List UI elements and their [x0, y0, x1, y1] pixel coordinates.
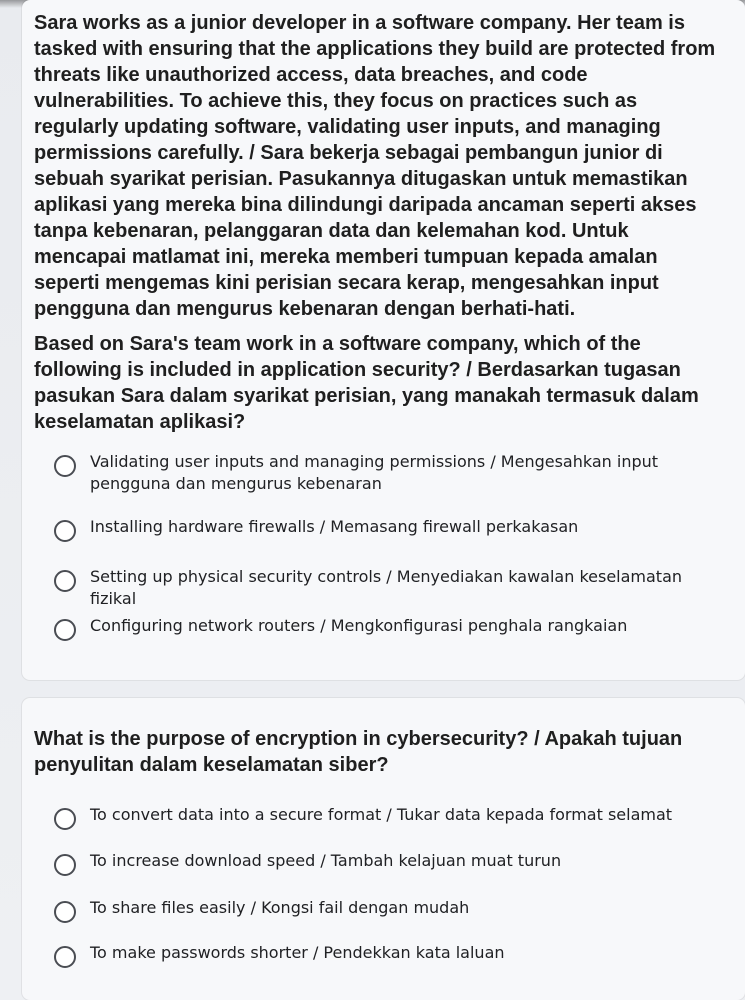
question-2-option-1[interactable]: [54, 804, 714, 830]
question-2-option-3[interactable]: [54, 897, 714, 923]
question-2-option-4[interactable]: [54, 942, 714, 968]
question-1-passage: Sara works as a junior developer in a software company. Her team is tasked with ensuring that the applications they build are protected from threats like unauthorized access, data breaches, and code vulnerabilities. To achieve this, they focus on practices such as regularly updating software, validating user inputs, and managing permissions carefully. / Sara bekerja sebagai pembangun junior di sebuah syarikat perisian. Pasukannya ditugaskan untuk memastikan aplikasi yang mereka bina dilindungi daripada ancaman seperti akses tanpa kebenaran, pelanggaran data dan kelemahan kod. Untuk mencapai matlamat ini, mereka memberi tumpuan kepada amalan seperti mengemas kini perisian secara kerap, mengesahkan input pengguna dan mengurus kebenaran dengan berhati-hati.: [34, 12, 716, 320]
radio-button[interactable]: [54, 455, 76, 477]
option-label: To convert data into a secure format / Tukar data kepada format selamat: [90, 805, 673, 824]
radio-button[interactable]: [54, 901, 76, 923]
radio-button[interactable]: [54, 854, 76, 876]
radio-button[interactable]: [54, 946, 76, 968]
option-label: Configuring network routers / Mengkonfigurasi penghala rangkaian: [90, 616, 628, 635]
radio-button[interactable]: [54, 520, 76, 542]
question-2-prompt: What is the purpose of encryption in cybersecurity? / Apakah tujuan penyulitan dalam keselamatan siber?: [34, 728, 683, 776]
question-2-option-2[interactable]: [54, 850, 714, 876]
question-1-option-1[interactable]: [54, 451, 714, 495]
question-card-2: [22, 698, 745, 1000]
question-1-option-3[interactable]: [54, 566, 714, 610]
radio-button[interactable]: [54, 619, 76, 641]
option-label: Setting up physical security controls / Menyediakan kawalan keselamatan fizikal: [90, 567, 683, 608]
radio-button[interactable]: [54, 570, 76, 592]
option-label: To make passwords shorter / Pendekkan kata laluan: [90, 943, 505, 962]
option-label: Validating user inputs and managing permissions / Mengesahkan input pengguna dan mengurus kebenaran: [90, 452, 659, 493]
question-1-option-4[interactable]: [54, 615, 714, 641]
question-1-prompt: Based on Sara's team work in a software company, which of the following is included in application security? / Berdasarkan tugasan pasukan Sara dalam syarikat perisian, yang manakah termasuk dalam keselamatan aplikasi?: [34, 333, 699, 433]
question-card-1: [22, 0, 745, 680]
radio-button[interactable]: [54, 808, 76, 830]
question-1-option-2[interactable]: [54, 516, 714, 542]
option-label: Installing hardware firewalls / Memasang firewall perkakasan: [90, 517, 579, 536]
option-label: To increase download speed / Tambah kelajuan muat turun: [90, 851, 562, 870]
option-label: To share files easily / Kongsi fail dengan mudah: [90, 898, 470, 917]
